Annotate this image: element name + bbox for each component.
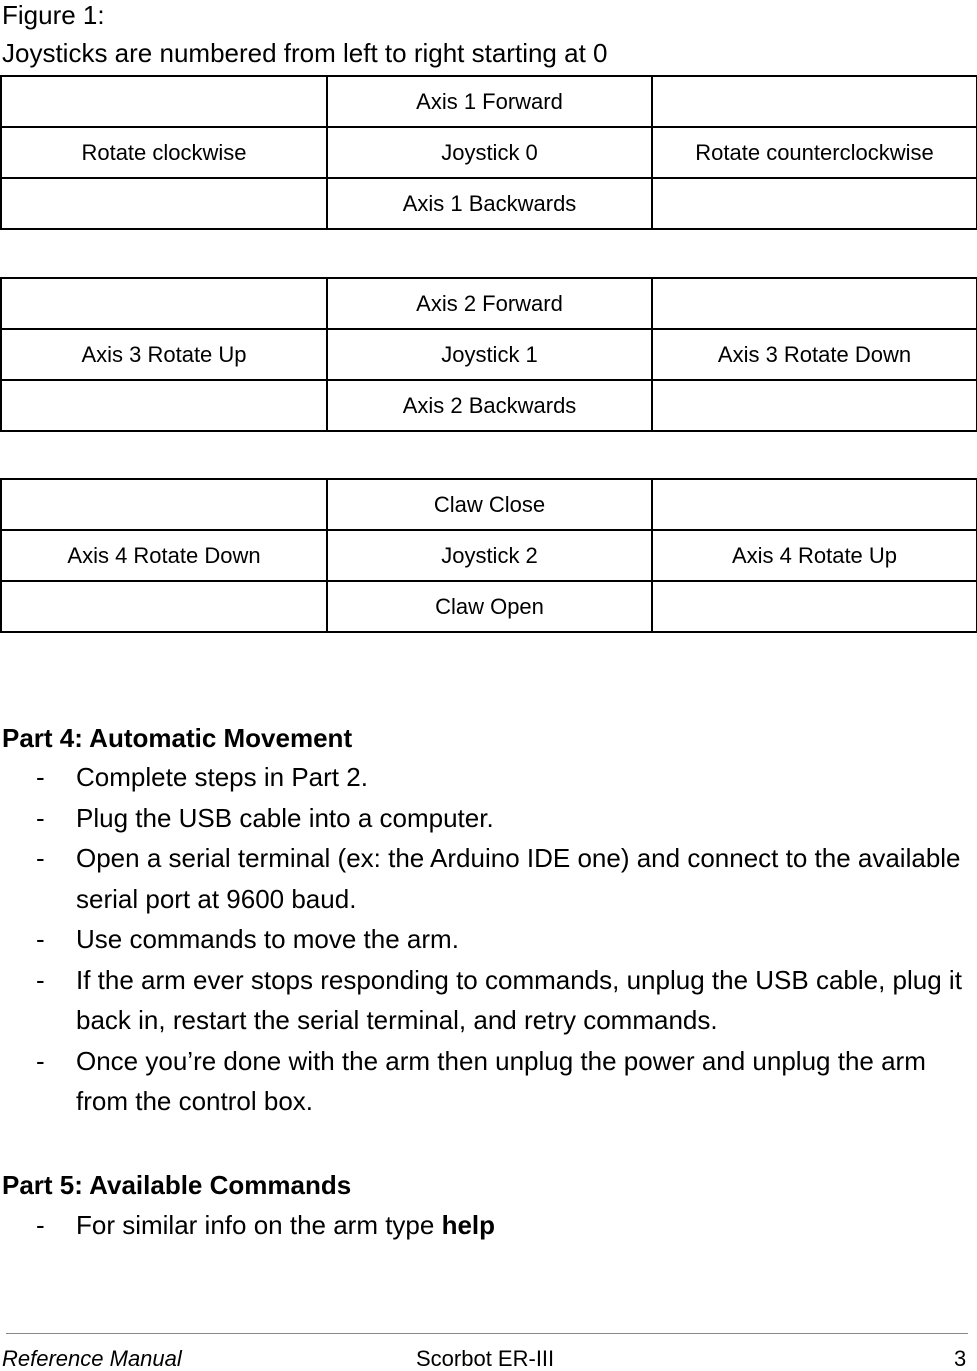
joystick-2-table <box>0 478 977 633</box>
list-item-text: Once you’re done with the arm then unplug the power and unplug the arm from the control box. <box>76 1045 926 1116</box>
table-row <box>1 581 977 632</box>
axis-bottom-cell: Claw Open <box>327 581 652 632</box>
empty-cell <box>652 178 977 229</box>
joystick-name-cell: Joystick 2 <box>327 530 652 581</box>
table-row <box>1 530 977 581</box>
help-command-keyword: help <box>441 1210 496 1240</box>
part5-list <box>0 1205 976 1246</box>
table-row <box>1 127 977 178</box>
footer-divider <box>6 1333 968 1334</box>
axis-bottom-cell: Axis 1 Backwards <box>327 178 652 229</box>
axis-bottom-cell: Axis 2 Backwards <box>327 380 652 431</box>
joystick-0-table <box>0 75 977 230</box>
empty-cell <box>652 380 977 431</box>
part4-steps-list <box>0 757 976 1122</box>
empty-cell <box>1 380 327 431</box>
list-item-text: If the arm ever stops responding to commands, unplug the USB cable, plug it back in, restart the serial terminal, and retry commands. <box>76 964 962 1035</box>
bullet-dash: - <box>36 1210 45 1240</box>
part4-heading: Part 4: Automatic Movement <box>2 723 353 753</box>
axis-right-cell: Axis 3 Rotate Down <box>652 329 977 380</box>
empty-cell <box>1 178 327 229</box>
list-item <box>0 919 976 960</box>
list-item-text: Complete steps in Part 2. <box>76 762 368 792</box>
footer-left: Reference Manual <box>2 1346 182 1371</box>
table-row <box>1 479 977 530</box>
joystick-name-cell: Joystick 0 <box>327 127 652 178</box>
axis-top-cell: Claw Close <box>327 479 652 530</box>
list-item <box>0 757 976 798</box>
list-item <box>0 1205 976 1246</box>
empty-cell <box>1 278 327 329</box>
table-row <box>1 76 977 127</box>
empty-cell <box>1 581 327 632</box>
empty-cell <box>652 581 977 632</box>
table-row <box>1 380 977 431</box>
bullet-dash: - <box>36 843 45 873</box>
axis-left-cell: Axis 3 Rotate Up <box>1 329 327 380</box>
list-item-text: Plug the USB cable into a computer. <box>76 802 494 833</box>
figure-label: Figure 1: <box>2 0 105 30</box>
axis-top-cell: Axis 1 Forward <box>327 76 652 127</box>
page-number: 3 <box>954 1346 967 1371</box>
list-item-text: Use commands to move the arm. <box>76 924 459 954</box>
bullet-dash: - <box>36 1045 45 1076</box>
empty-cell <box>652 278 977 329</box>
table-row <box>1 329 977 380</box>
joystick-1-table <box>0 277 977 432</box>
bullet-dash: - <box>36 802 45 833</box>
list-item <box>0 838 976 919</box>
list-item <box>0 1041 976 1122</box>
bullet-dash: - <box>36 964 45 995</box>
list-item-text: For similar info on the arm type <box>76 1210 442 1240</box>
footer-center: Scorbot ER-III <box>416 1346 555 1371</box>
empty-cell <box>652 479 977 530</box>
bullet-dash: - <box>36 924 45 954</box>
joystick-name-cell: Joystick 1 <box>327 329 652 380</box>
axis-left-cell: Rotate clockwise <box>1 127 327 178</box>
list-item <box>0 798 976 839</box>
axis-right-cell: Axis 4 Rotate Up <box>652 530 977 581</box>
empty-cell <box>1 479 327 530</box>
axis-left-cell: Axis 4 Rotate Down <box>1 530 327 581</box>
list-item-text: Open a serial terminal (ex: the Arduino IDE one) and connect to the available serial port at 9600 baud. <box>76 843 961 914</box>
axis-right-cell: Rotate counterclockwise <box>652 127 977 178</box>
axis-top-cell: Axis 2 Forward <box>327 278 652 329</box>
empty-cell <box>1 76 327 127</box>
table-row <box>1 178 977 229</box>
part5-heading: Part 5: Available Commands <box>2 1170 352 1200</box>
bullet-dash: - <box>36 762 45 792</box>
empty-cell <box>652 76 977 127</box>
list-item <box>0 960 976 1041</box>
figure-note: Joysticks are numbered from left to right starting at 0 <box>2 38 608 68</box>
table-row <box>1 278 977 329</box>
